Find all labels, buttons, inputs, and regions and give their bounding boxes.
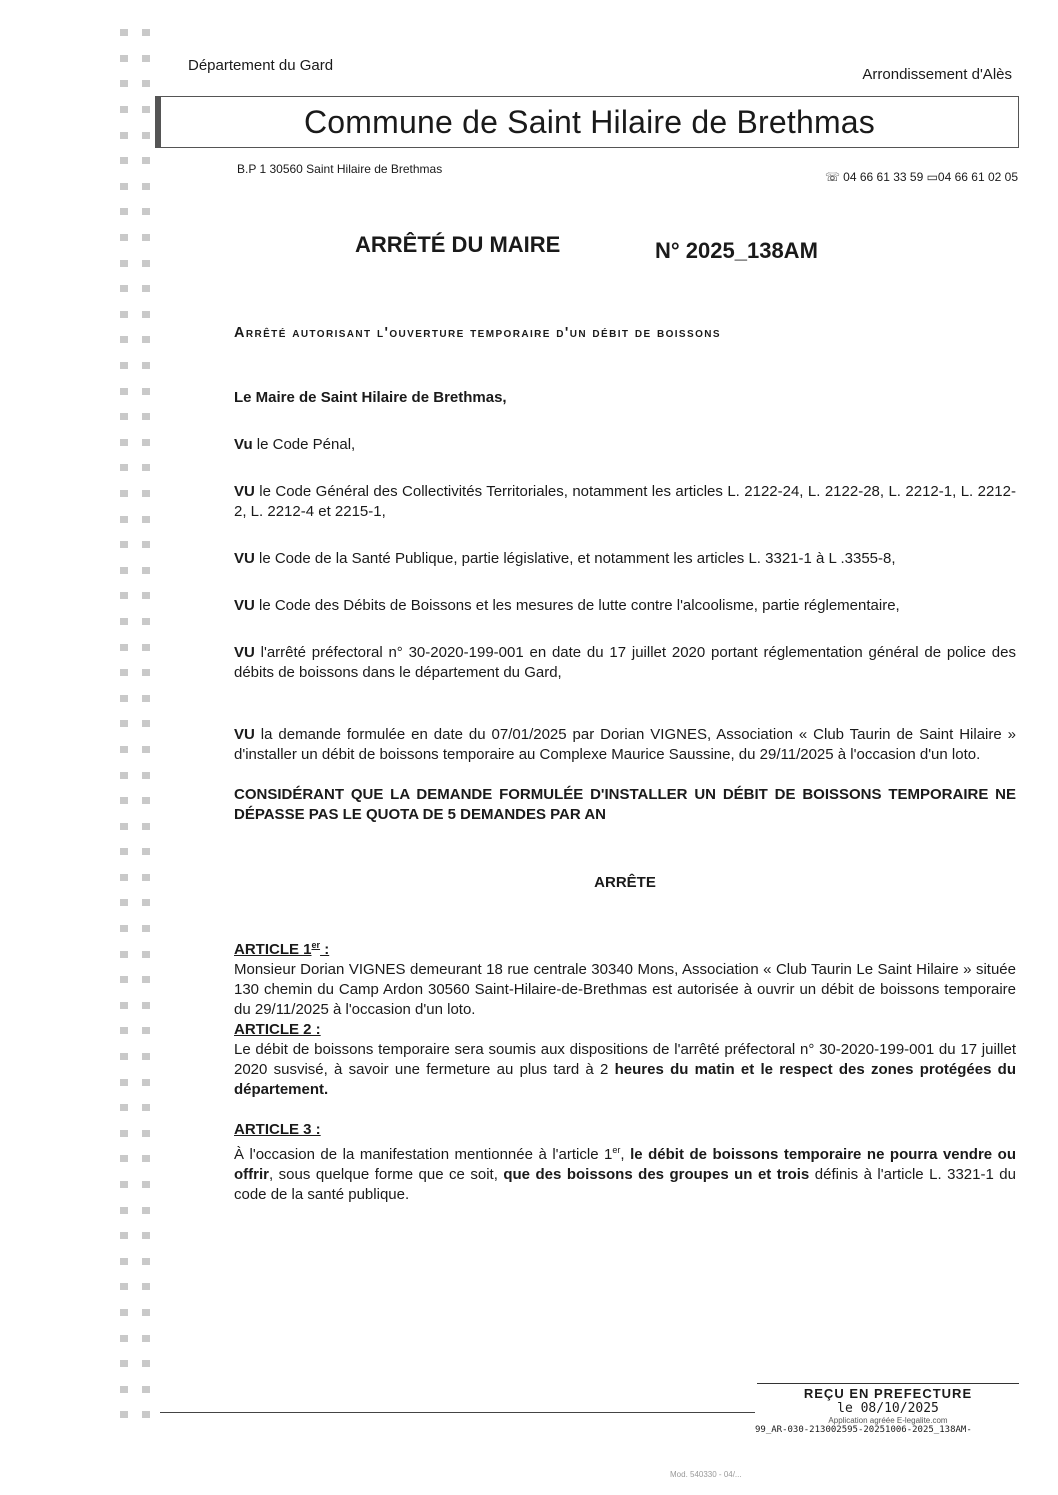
- hole-row: [120, 430, 160, 456]
- binder-hole: [120, 925, 128, 932]
- binder-hole: [142, 336, 150, 343]
- hole-row: [120, 916, 160, 942]
- binder-hole: [120, 106, 128, 113]
- binder-hole: [120, 848, 128, 855]
- binder-hole: [120, 541, 128, 548]
- binder-hole: [142, 541, 150, 548]
- binder-hole: [142, 1258, 150, 1265]
- binder-hole: [120, 183, 128, 190]
- binder-hole: [120, 29, 128, 36]
- hole-row: [120, 1351, 160, 1377]
- hole-row: [120, 583, 160, 609]
- binder-hole: [120, 490, 128, 497]
- binder-hole: [142, 234, 150, 241]
- binder-hole: [120, 234, 128, 241]
- binder-hole: [142, 925, 150, 932]
- binder-hole: [142, 388, 150, 395]
- binder-hole: [120, 567, 128, 574]
- hole-row: [120, 865, 160, 891]
- binder-hole: [142, 1360, 150, 1367]
- hole-row: [120, 225, 160, 251]
- binder-hole: [142, 1053, 150, 1060]
- hole-row: [120, 634, 160, 660]
- binder-hole: [142, 592, 150, 599]
- binder-hole: [142, 695, 150, 702]
- binder-hole: [142, 720, 150, 727]
- vu-item: VU le Code des Débits de Boissons et les mesures de lutte contre l'alcoolisme, partie réglementaire,: [234, 597, 900, 614]
- hole-row: [120, 1300, 160, 1326]
- hole-row: [120, 941, 160, 967]
- binder-hole: [142, 669, 150, 676]
- binder-hole: [142, 260, 150, 267]
- binder-hole: [120, 1002, 128, 1009]
- hole-row: [120, 532, 160, 558]
- binder-hole: [142, 311, 150, 318]
- hole-row: [120, 1095, 160, 1121]
- prefecture-stamp: [757, 1383, 1019, 1435]
- document-subtitle: Arrêté autorisant l'ouverture temporaire d'un débit de boissons: [234, 325, 721, 341]
- hole-row: [120, 302, 160, 328]
- binder-hole: [142, 208, 150, 215]
- binder-hole: [120, 1283, 128, 1290]
- binder-hole: [120, 260, 128, 267]
- hole-row: [120, 174, 160, 200]
- article-2-text: Le débit de boissons temporaire sera soumis aux dispositions de l'arrêté préfectoral n° 30-2020-199-001 du 17 juillet 2020 susvisé, à savoir une fermeture au plus tard à 2 heures du matin et le respect des zones protégées du département.: [234, 1041, 1016, 1098]
- binder-hole: [142, 516, 150, 523]
- article-1-text: Monsieur Dorian VIGNES demeurant 18 rue centrale 30340 Mons, Association « Club Taurin Le Saint Hilaire » située 130 chemin du Camp Ardon 30560 Saint-Hilaire-de-Brethmas est autorisée à ouvrir un débit de boissons temporaire du 29/11/2025 à l'occasion d'un loto.: [234, 961, 1016, 1018]
- hole-row: [120, 122, 160, 148]
- binder-hole: [120, 1053, 128, 1060]
- hole-row: [120, 327, 160, 353]
- hole-row: [120, 711, 160, 737]
- binder-hole: [142, 644, 150, 651]
- document-number: N° 2025_138AM: [655, 238, 818, 263]
- binder-hole: [120, 413, 128, 420]
- binder-hole: [120, 1386, 128, 1393]
- binder-hole: [120, 695, 128, 702]
- binder-hole: [120, 1181, 128, 1188]
- hole-row: [120, 250, 160, 276]
- binder-hole: [142, 567, 150, 574]
- hole-row: [120, 813, 160, 839]
- binder-hole: [120, 1258, 128, 1265]
- arrete-heading: ARRÊTE: [594, 874, 656, 891]
- vu-item: VU le Code Général des Collectivités Territoriales, notamment les articles L. 2122-24, L. 2122-28, L. 2212-1, L. 2212-2, L. 2212-4 et 2215-1,: [234, 483, 1016, 520]
- binder-hole: [142, 1027, 150, 1034]
- binder-hole: [120, 336, 128, 343]
- binder-hole: [142, 413, 150, 420]
- binder-hole: [142, 1411, 150, 1418]
- binder-hole: [142, 1283, 150, 1290]
- binder-hole: [142, 1002, 150, 1009]
- binder-hole: [120, 1207, 128, 1214]
- binder-hole: [120, 80, 128, 87]
- binder-hole: [120, 157, 128, 164]
- binder-hole: [142, 80, 150, 87]
- hole-row: [120, 1274, 160, 1300]
- binder-hole: [120, 772, 128, 779]
- hole-row: [120, 967, 160, 993]
- binder-hole: [120, 311, 128, 318]
- hole-row: [120, 404, 160, 430]
- hole-row: [120, 1402, 160, 1428]
- hole-row: [120, 1223, 160, 1249]
- binder-hole: [120, 644, 128, 651]
- binder-hole: [142, 746, 150, 753]
- hole-row: [120, 1376, 160, 1402]
- binder-hole: [142, 106, 150, 113]
- article-3-heading: ARTICLE 3 :: [234, 1121, 321, 1138]
- document-body: [234, 388, 1016, 1205]
- hole-row: [120, 481, 160, 507]
- hole-row: [120, 148, 160, 174]
- stamp-date: le 08/10/2025: [837, 1401, 939, 1416]
- binder-hole: [120, 1079, 128, 1086]
- hole-row: [120, 20, 160, 46]
- binder-hole: [142, 1079, 150, 1086]
- hole-row: [120, 506, 160, 532]
- binder-hole: [120, 976, 128, 983]
- binder-hole: [142, 132, 150, 139]
- hole-row: [120, 839, 160, 865]
- binder-hole: [120, 208, 128, 215]
- binder-hole: [142, 951, 150, 958]
- article-3-text: À l'occasion de la manifestation mentionnée à l'article 1er, le débit de boissons temporaire ne pourra vendre ou offrir, sous quelque forme que ce soit, que des boissons des groupes un et trois définis à l'article L. 3321-1 du code de la santé publique.: [234, 1145, 1016, 1203]
- hole-row: [120, 1197, 160, 1223]
- binder-hole: [142, 285, 150, 292]
- binder-hole: [142, 1335, 150, 1342]
- binder-hole: [120, 1232, 128, 1239]
- hole-row: [120, 685, 160, 711]
- article-2-heading: ARTICLE 2 :: [234, 1021, 321, 1038]
- binder-hole: [120, 55, 128, 62]
- binder-hole: [142, 899, 150, 906]
- hole-row: [120, 1172, 160, 1198]
- binder-hole: [120, 1027, 128, 1034]
- hole-row: [120, 1069, 160, 1095]
- binder-hole: [120, 720, 128, 727]
- binder-hole: [142, 618, 150, 625]
- stamp-app: Application agréée E-legalite.com: [828, 1416, 948, 1425]
- binder-hole: [120, 362, 128, 369]
- binder-hole: [142, 1386, 150, 1393]
- binder-hole: [120, 618, 128, 625]
- form-reference: Mod. 540330 - 04/...: [670, 1470, 742, 1479]
- binder-hole: [142, 1181, 150, 1188]
- hole-row: [120, 1249, 160, 1275]
- hole-row: [120, 993, 160, 1019]
- department-label: Département du Gard: [188, 57, 334, 74]
- vu-item: VU l'arrêté préfectoral n° 30-2020-199-001 en date du 17 juillet 2020 portant réglementation général de police des débits de boissons dans le département du Gard,: [234, 644, 1016, 681]
- binder-hole: [120, 1411, 128, 1418]
- stamp-title: REÇU EN PREFECTURE: [803, 1386, 973, 1401]
- binder-hole: [142, 976, 150, 983]
- binder-hole: [142, 848, 150, 855]
- binder-hole: [142, 29, 150, 36]
- hole-row: [120, 46, 160, 72]
- binder-hole: [120, 797, 128, 804]
- hole-row: [120, 97, 160, 123]
- binder-hole: [142, 464, 150, 471]
- vu-item: VU la demande formulée en date du 07/01/2025 par Dorian VIGNES, Association « Club Taurin de Saint Hilaire » d'installer un débit de boissons temporaire au Complexe Maurice Saussine, du 29/11/2025 à l'occasion d'un loto.: [234, 726, 1016, 763]
- hole-row: [120, 890, 160, 916]
- hole-row: [120, 276, 160, 302]
- hole-row: [120, 762, 160, 788]
- binder-hole: [120, 516, 128, 523]
- binder-hole: [120, 285, 128, 292]
- hole-row: [120, 71, 160, 97]
- binder-hole: [142, 1155, 150, 1162]
- binder-holes: [120, 20, 160, 1428]
- binder-hole: [142, 874, 150, 881]
- hole-row: [120, 609, 160, 635]
- article-1-heading: ARTICLE 1er :: [234, 940, 330, 958]
- commune-name: Commune de Saint Hilaire de Brethmas: [303, 103, 875, 140]
- vu-item: Vu le Code Pénal,: [234, 436, 356, 453]
- binder-hole: [142, 823, 150, 830]
- hole-row: [120, 199, 160, 225]
- binder-hole: [120, 899, 128, 906]
- binder-hole: [120, 1104, 128, 1111]
- binder-hole: [142, 1207, 150, 1214]
- binder-hole: [142, 157, 150, 164]
- binder-hole: [142, 439, 150, 446]
- binder-hole: [142, 490, 150, 497]
- binder-hole: [142, 1309, 150, 1316]
- binder-hole: [120, 951, 128, 958]
- document-title: ARRÊTÉ DU MAIRE: [355, 232, 561, 257]
- hole-row: [120, 353, 160, 379]
- binder-hole: [120, 669, 128, 676]
- binder-hole: [120, 746, 128, 753]
- hole-row: [120, 1325, 160, 1351]
- binder-hole: [120, 388, 128, 395]
- binder-hole: [142, 55, 150, 62]
- binder-hole: [120, 874, 128, 881]
- binder-hole: [142, 362, 150, 369]
- hole-row: [120, 455, 160, 481]
- binder-hole: [120, 464, 128, 471]
- hole-row: [120, 1018, 160, 1044]
- binder-hole: [120, 823, 128, 830]
- binder-hole: [142, 183, 150, 190]
- commune-banner: [155, 96, 1019, 148]
- binder-hole: [142, 1104, 150, 1111]
- hole-row: [120, 1044, 160, 1070]
- phone-fax: ☏ 04 66 61 33 59 ▭04 66 61 02 05: [824, 170, 1018, 184]
- stamp-reference: 99_AR-030-213002595-20251006-2025_138AM-: [755, 1425, 972, 1435]
- binder-hole: [142, 1232, 150, 1239]
- address: B.P 1 30560 Saint Hilaire de Brethmas: [237, 162, 443, 176]
- binder-hole: [120, 1309, 128, 1316]
- hole-row: [120, 660, 160, 686]
- binder-hole: [142, 797, 150, 804]
- hole-row: [120, 1121, 160, 1147]
- binder-hole: [120, 592, 128, 599]
- binder-hole: [142, 772, 150, 779]
- binder-hole: [120, 132, 128, 139]
- vu-item: VU le Code de la Santé Publique, partie législative, et notamment les articles L. 3321-1 à L .3355-8,: [234, 550, 896, 567]
- binder-hole: [120, 1155, 128, 1162]
- hole-row: [120, 378, 160, 404]
- mayor-line: Le Maire de Saint Hilaire de Brethmas,: [234, 389, 507, 406]
- binder-hole: [120, 1360, 128, 1367]
- hole-row: [120, 788, 160, 814]
- footer-divider: [160, 1412, 755, 1413]
- binder-hole: [120, 1335, 128, 1342]
- binder-hole: [120, 439, 128, 446]
- binder-hole: [120, 1130, 128, 1137]
- hole-row: [120, 557, 160, 583]
- considerant: CONSIDÉRANT QUE LA DEMANDE FORMULÉE D'INSTALLER UN DÉBIT DE BOISSONS TEMPORAIRE NE DÉPASSE PAS LE QUOTA DE 5 DEMANDES PAR AN: [234, 786, 1016, 823]
- hole-row: [120, 737, 160, 763]
- arrondissement-label: Arrondissement d'Alès: [862, 66, 1012, 83]
- binder-hole: [142, 1130, 150, 1137]
- hole-row: [120, 1146, 160, 1172]
